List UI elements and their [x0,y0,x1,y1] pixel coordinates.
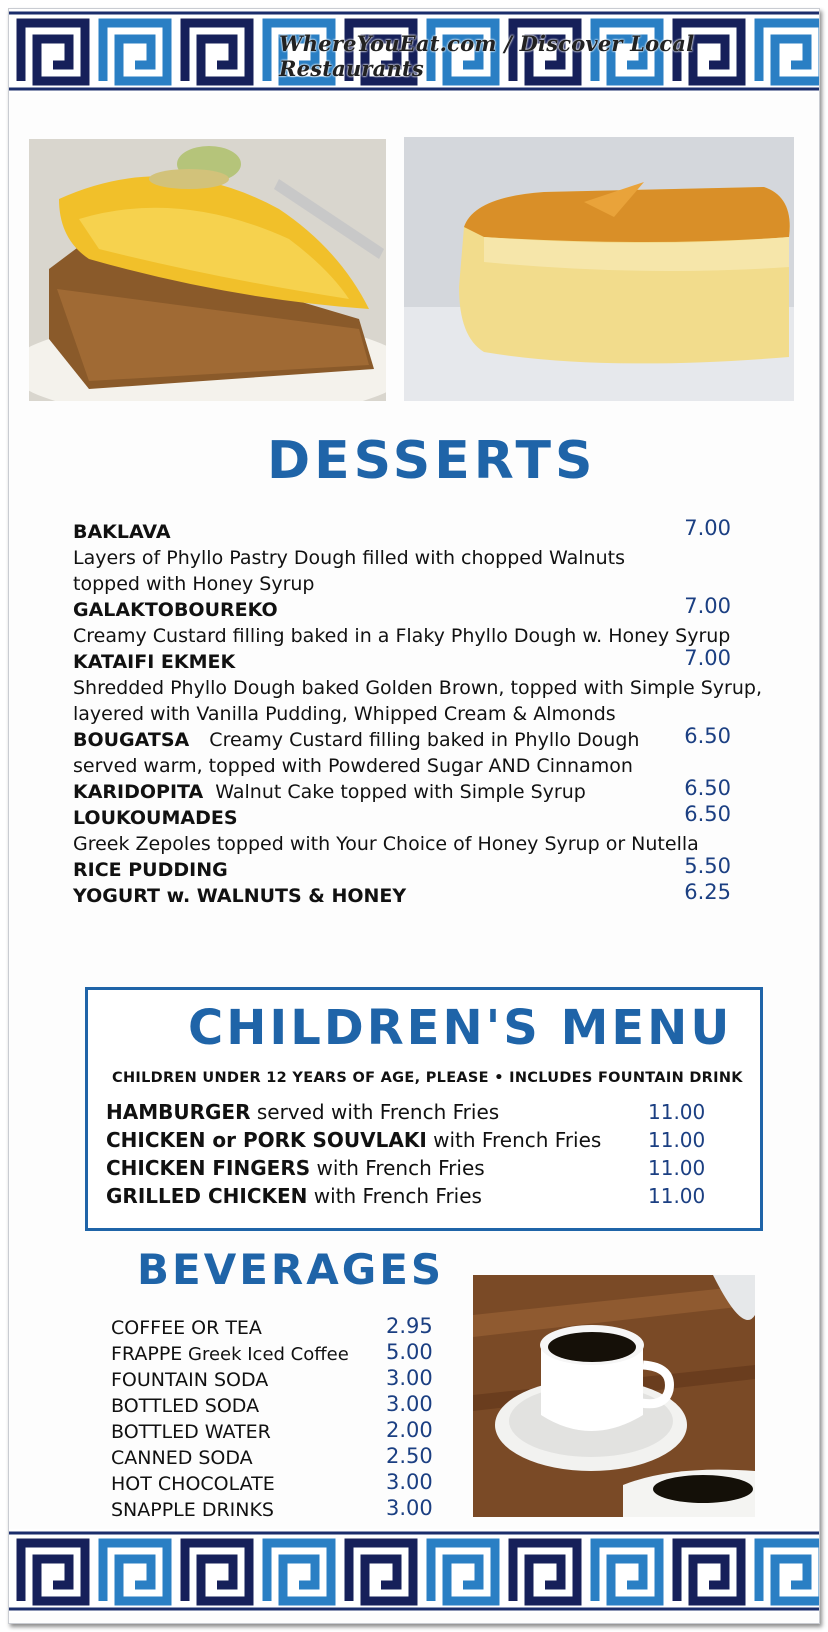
desserts-heading: DESSERTS [267,431,597,491]
dessert-price: 7.00 [684,516,731,540]
kids-item-name: GRILLED CHICKEN [106,1184,308,1208]
dessert-price: 7.00 [684,594,731,618]
beverage-item [111,1447,253,1469]
kids-item-description: with French Fries [310,1156,485,1180]
dessert-price: 7.00 [684,646,731,670]
greek-key-border-bottom [9,1529,819,1613]
beverage-price: 2.95 [386,1314,433,1338]
dessert-inline-description: Creamy Custard filling baked in Phyllo Dough [209,729,640,751]
kids-item [106,1184,482,1208]
childrens-menu-box [85,987,763,1231]
kids-item-name: CHICKEN FINGERS [106,1156,311,1180]
beverage-name: FOUNTAIN SODA [111,1369,269,1391]
dessert-description: Layers of Phyllo Pastry Dough filled with chopped Walnuts [73,547,625,569]
beverages-heading: BEVERAGES [137,1245,445,1294]
kids-item [106,1128,601,1152]
beverage-price: 2.50 [386,1444,433,1468]
kids-item-description: served with French Fries [250,1100,500,1124]
dessert-inline-description: Walnut Cake topped with Simple Syrup [215,781,586,803]
beverage-name: COFFEE OR TEA [111,1317,262,1339]
kids-item-price: 11.00 [648,1156,706,1180]
kids-item-description: with French Fries [307,1184,482,1208]
dessert-price: 6.50 [684,776,731,800]
beverage-name: BOTTLED WATER [111,1421,271,1443]
dessert-name: KARIDOPITA [73,781,204,803]
beverage-price: 5.00 [386,1340,433,1364]
beverage-name: CANNED SODA [111,1447,253,1469]
kids-item-price: 11.00 [648,1184,706,1208]
beverage-item [111,1473,275,1495]
dessert-price: 6.50 [684,802,731,826]
beverage-item [111,1343,349,1365]
dessert-price: 6.50 [684,724,731,748]
childrens-menu-heading: CHILDREN'S MENU [188,1000,733,1056]
galaktoboureko-photo [404,137,794,401]
dessert-name: BAKLAVA [73,521,171,543]
beverage-item [111,1499,274,1521]
dessert-description: topped with Honey Syrup [73,573,315,595]
kids-item-name: CHICKEN or PORK SOUVLAKI [106,1128,427,1152]
beverage-price: 2.00 [386,1418,433,1442]
site-watermark: WhereYouEat.com / Discover Local Restaurants [279,31,695,81]
baklava-photo [29,139,386,401]
beverage-item [111,1395,259,1417]
dessert-description: served warm, topped with Powdered Sugar AND Cinnamon [73,755,633,777]
beverage-item [111,1421,271,1443]
beverage-price: 3.00 [386,1470,433,1494]
dessert-price: 6.25 [684,880,731,904]
dessert-name: KATAIFI EKMEK [73,651,236,673]
coffee-photo [473,1275,755,1517]
kids-item-price: 11.00 [648,1128,706,1152]
dessert-name: GALAKTOBOUREKO [73,599,278,621]
dessert-name: YOGURT w. WALNUTS & HONEY [73,885,407,907]
beverage-name: HOT CHOCOLATE [111,1473,275,1495]
dessert-name: LOUKOUMADES [73,807,238,829]
dessert-name: RICE PUDDING [73,859,228,881]
kids-item-price: 11.00 [648,1100,706,1124]
beverage-item [111,1369,268,1391]
beverage-price: 3.00 [386,1496,433,1520]
dessert-description: Shredded Phyllo Dough baked Golden Brown, topped with Simple Syrup, [73,677,763,699]
kids-item [106,1100,499,1124]
kids-item [106,1156,485,1180]
beverage-price: 3.00 [386,1366,433,1390]
beverage-item [111,1317,262,1339]
beverage-name: FRAPPE [111,1343,183,1365]
beverage-name: SNAPPLE DRINKS [111,1499,274,1521]
dessert-name: BOUGATSA [73,729,190,751]
menu-page [8,8,820,1624]
dessert-description: layered with Vanilla Pudding, Whipped Cream & Almonds [73,703,616,725]
dessert-description: Greek Zepoles topped with Your Choice of Honey Syrup or Nutella [73,833,699,855]
beverage-name: BOTTLED SODA [111,1395,260,1417]
dessert-description: Creamy Custard filling baked in a Flaky Phyllo Dough w. Honey Syrup [73,625,731,647]
dessert-price: 5.50 [684,854,731,878]
beverage-price: 3.00 [386,1392,433,1416]
beverage-description: Greek Iced Coffee [182,1344,349,1365]
childrens-menu-note: CHILDREN UNDER 12 YEARS OF AGE, PLEASE • INCLUDES FOUNTAIN DRINK [112,1070,743,1086]
kids-item-description: with French Fries [426,1128,602,1152]
kids-item-name: HAMBURGER [106,1100,251,1124]
